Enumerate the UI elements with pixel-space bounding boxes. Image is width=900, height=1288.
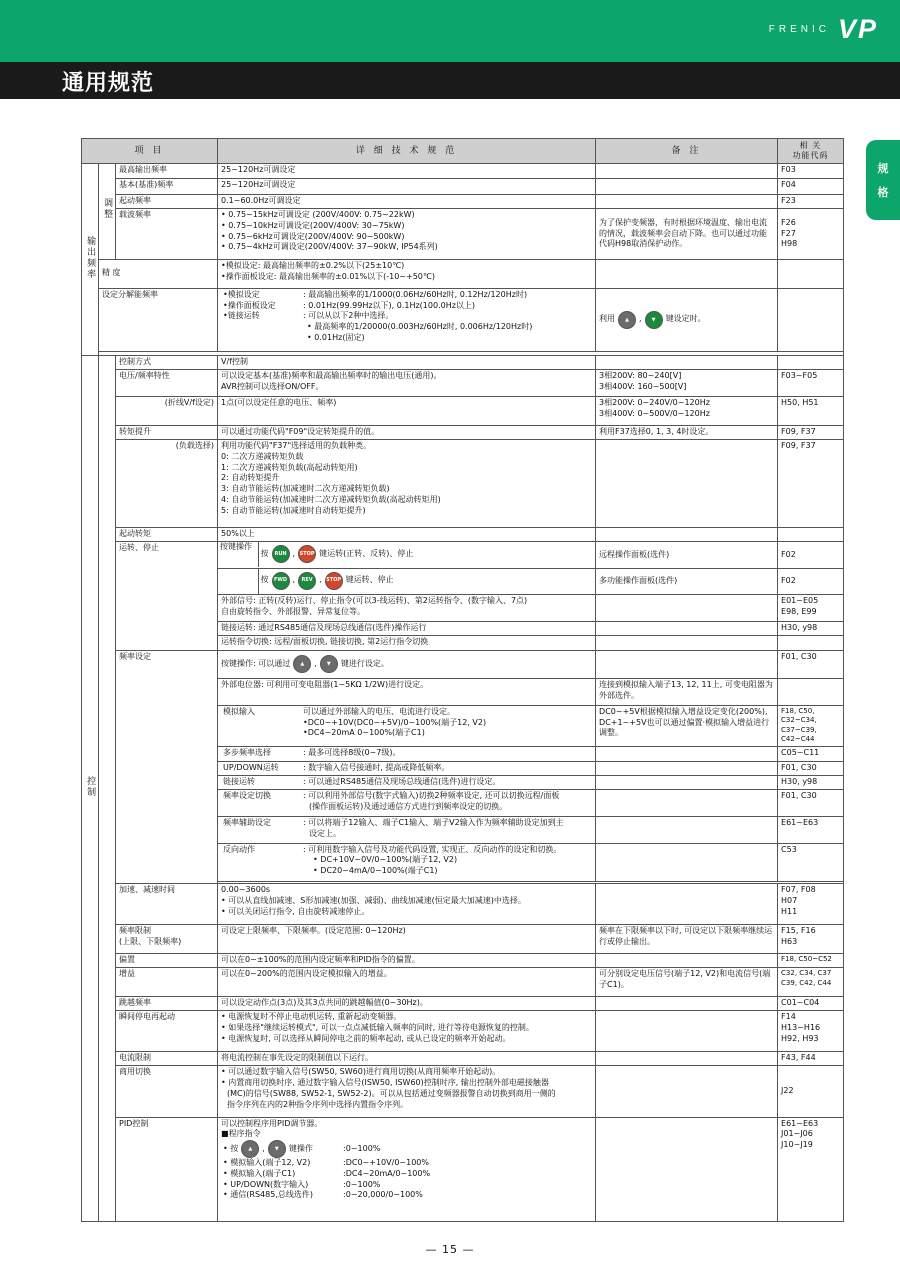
down-arrow-icon[interactable]: ▼ (645, 311, 663, 329)
row-spec: 利用功能代码"F37"选择适用的负载种类。 0: 二次方递减转矩负载 1: 二次方递减转矩负载(高起动转矩用) 2: 自动转矩提升 3: 自动节能运转(加减速时二次方递减转矩负载) 4: 自动节能运转(加减速时二次方递减转矩负载(高起动转矩用) 5: 自动节能运转(加减速时自动转矩提升) (218, 440, 596, 528)
row-spec: 模拟输入 可以通过外部输入的电压、电流进行设定。 •DC0~+10V(DC0~+5V)/0~100%(端子12, V2) •DC4~20mA 0~100%(端子C1) (218, 705, 596, 747)
row-note (596, 260, 778, 289)
row-spec: 将电流控制在事先设定的限制值以下运行。 (218, 1052, 596, 1066)
table-row (82, 527, 844, 541)
row-code: F26 F27 H98 (778, 208, 844, 259)
page-number: — 15 — (425, 1243, 475, 1256)
row-code: H30, y98 (778, 621, 844, 635)
row-note: 多功能操作面板(选件) (596, 568, 778, 595)
row-label: 控制方式 (116, 356, 218, 370)
row-code: F09, F37 (778, 425, 844, 439)
row-spec: • 可以通过数字输入信号(SW50, SW60)进行商用切换(从商用频率开始起动)。 • 内置商用切换时序, 通过数字输入信号(ISW50, ISW60)控制时序, 输出控制外部电磁接触器 (MC)的信号(SW88, SW52-1, SW52-2)。可以从包括通过变频器报警自动切换到商用一侧的 指令序列在内的2种指令序列中选择内置指令序列。 (218, 1066, 596, 1117)
brand-big-text: VP (837, 14, 878, 44)
row-code (778, 356, 844, 370)
side-tab-char-2: 格 (877, 186, 889, 199)
row-spec: 外部电位器: 可利用可变电阻器(1~5KΩ 1/2W)进行设定。 (218, 679, 596, 706)
table-row (82, 996, 844, 1010)
row-spec: 按键操作: 可以通过 ▲ , ▼ 键进行设定。 (218, 650, 596, 679)
table-row (82, 179, 844, 194)
table-header-row (82, 139, 844, 164)
row-note: 3相200V: 0~240V/0~120Hz 3相400V: 0~500V/0~120Hz (596, 397, 778, 426)
row-label: 瞬间停电再起动 (116, 1011, 218, 1052)
row-code: F03 (778, 164, 844, 179)
row-spec: 链接运转: 通过RS485通信及现场总线通信(选件)操作运行 (218, 621, 596, 635)
row-label: 载波频率 (116, 208, 218, 259)
table-row (82, 542, 844, 569)
row-code: F04 (778, 179, 844, 194)
table-row (82, 1052, 844, 1066)
row-note: 为了保护变频器，有时根据环境温度、输出电流的情况，载波频率会自动下降。也可以通过功能代码H98取消保护动作。 (596, 208, 778, 259)
row-note (596, 164, 778, 179)
group-control: 控制 (82, 356, 99, 1222)
row-note: 利用F37选择0, 1, 3, 4时设定。 (596, 425, 778, 439)
row-spec: 可以设定基本(基准)频率和最高输出频率时的输出电压(通用)。 AVR控制可以选择ON/OFF。 (218, 370, 596, 397)
row-code: F01, C30 (778, 790, 844, 817)
row-code: E61~E63 (778, 816, 844, 843)
row-code: E01~E05 E98, E99 (778, 595, 844, 622)
row-code: F02 (778, 542, 844, 569)
row-label: 精 度 (99, 260, 218, 289)
row-note (596, 776, 778, 790)
brand-small-text: FRENIC (768, 24, 830, 35)
row-note (596, 884, 778, 925)
table-row (82, 397, 844, 426)
table-row (82, 164, 844, 179)
row-note (596, 194, 778, 208)
row-note (596, 179, 778, 194)
up-arrow-icon[interactable]: ▲ (293, 655, 311, 673)
row-spec: 链接运转 : 可以通过RS485通信及现场总线通信(选件)进行设定。 (218, 776, 596, 790)
top-banner (0, 0, 900, 62)
row-label: 商用切换 (116, 1066, 218, 1117)
row-note (596, 636, 778, 650)
row-note (596, 1117, 778, 1222)
row-code: C32, C34, C37 C39, C42, C44 (778, 968, 844, 997)
row-code: F23 (778, 194, 844, 208)
side-tab[interactable] (866, 140, 900, 220)
row-code (778, 636, 844, 650)
row-note (596, 595, 778, 622)
row-note: 远程操作面板(选件) (596, 542, 778, 569)
row-note (596, 816, 778, 843)
table-row (82, 208, 844, 259)
row-label: 运转、停止 (116, 542, 218, 650)
stop-button-icon[interactable]: STOP (325, 572, 343, 590)
table-row (82, 1066, 844, 1117)
row-code: E61~E63 J01~J06 J10~J19 (778, 1117, 844, 1222)
row-note (596, 761, 778, 775)
row-note (596, 527, 778, 541)
row-code: F43, F44 (778, 1052, 844, 1066)
row-note (596, 440, 778, 528)
row-spec: 多步频率选择 : 最多可选择8级(0~7级)。 (218, 747, 596, 761)
row-code: H50, H51 (778, 397, 844, 426)
up-arrow-icon[interactable]: ▲ (618, 311, 636, 329)
row-note (596, 747, 778, 761)
row-label: 起动频率 (116, 194, 218, 208)
row-note (596, 650, 778, 679)
row-note (596, 1066, 778, 1117)
row-spec: • 电源恢复时不停止电动机运转, 重新起动变频器。 • 如果选择"继续运转模式", 可以一点点减低输入频率的同时, 进行等待电源恢复的控制。 • 电源恢复时, 可以选择从瞬间停电之前的频率起动, 或从已设定的频率开始起动。 (218, 1011, 596, 1052)
fwd-button-icon[interactable]: FWD (272, 572, 290, 590)
row-label: 偏置 (116, 953, 218, 967)
run-button-icon[interactable]: RUN (272, 545, 290, 563)
row-spec: 外部信号: 正转(反转)运行、停止指令(可以3-线运转)、第2运转指令、(数字输入、7点) 自由旋转指令、外部报警、异常复位等。 (218, 595, 596, 622)
row-code: F03~F05 (778, 370, 844, 397)
row-spec: 可以通过功能代码"F09"设定转矩提升的值。 (218, 425, 596, 439)
row-spec: 反向动作 : 可利用数字输入信号及功能代码设置, 实现正、反向动作的设定和切换。 • DC+10V~0V/0~100%(端子12, V2) • DC20~4mA/0~100%(端子C1) (218, 843, 596, 882)
row-spec: 运转指令切换: 远程/面板切换, 链接切换, 第2运行指令切换 (218, 636, 596, 650)
table-row (82, 953, 844, 967)
row-code: J22 (778, 1066, 844, 1117)
row-spec: 50%以上 (218, 527, 596, 541)
row-label: 加速、减速时间 (116, 884, 218, 925)
row-label: 转矩提升 (116, 425, 218, 439)
row-label: 跳越频率 (116, 996, 218, 1010)
row-note (596, 953, 778, 967)
row-note (596, 1011, 778, 1052)
header-spec: 详 细 技 术 规 范 (218, 139, 596, 164)
row-note (596, 621, 778, 635)
row-label: (折线V/f设定) (116, 397, 218, 426)
row-code: C05~C11 (778, 747, 844, 761)
row-spec: 按键操作 按 RUN , STOP 键运转(正转、反转)、停止 (218, 542, 596, 569)
row-code: F09, F37 (778, 440, 844, 528)
row-spec: •模拟设定 : 最高输出频率的1/1000(0.06Hz/60Hz时, 0.12Hz/120Hz时) •操作面板设定 : 0.01Hz(99.99Hz以下), 0.1Hz(100.0Hz以上) •链接运转 : 可以从以下2种中选择。 • 最高频率的1/20000(0.003Hz/60Hz时, 0.006Hz/120Hz时) • 0.01Hz(固定) (218, 288, 596, 351)
row-code: F15, F16 H63 (778, 925, 844, 954)
row-note: 3相200V: 80~240[V] 3相400V: 160~500[V] (596, 370, 778, 397)
row-spec: 可设定上限频率、下限频率。(设定范围: 0~120Hz) (218, 925, 596, 954)
row-code: F01, C30 (778, 650, 844, 679)
row-spec: 可以在0~200%的范围内设定模拟输入的增益。 (218, 968, 596, 997)
table-row (82, 884, 844, 925)
down-arrow-icon[interactable]: ▼ (268, 1140, 286, 1158)
row-note (596, 843, 778, 882)
row-note: 频率在下限频率以下时, 可设定以下限频率继续运行或停止输出。 (596, 925, 778, 954)
row-code: F18, C50~C52 (778, 953, 844, 967)
table-row (82, 1117, 844, 1222)
row-spec: UP/DOWN运转 : 数字输入信号接通时, 提高或降低频率。 (218, 761, 596, 775)
row-code: F02 (778, 568, 844, 595)
group-output: 输出频率 (82, 164, 99, 356)
row-spec: 频率辅助设定 : 可以将端子12输入、端子C1输入、端子V2输入作为频率辅助设定加到主 设定上。 (218, 816, 596, 843)
stop-button-icon[interactable]: STOP (298, 545, 316, 563)
table-row (82, 968, 844, 997)
header-item: 项 目 (82, 139, 218, 164)
down-arrow-icon[interactable]: ▼ (320, 655, 338, 673)
title-bar (0, 62, 900, 99)
row-code: C01~C04 (778, 996, 844, 1010)
row-spec: 可以控制程序用PID调节器。 ■程序指令 • 按 ▲ , ▼ 键操作 :0~100% • 模拟输入(端子12, V2) :DC0~+10V/0~100% • 模拟输入(端子C1) :DC4~20mA/0~100% • UP/DOWN(数字输入) :0~100% • 通信(RS485,总线选件) :0~20,000/0~100% (218, 1117, 596, 1222)
table-row (82, 370, 844, 397)
row-label: 电流限制 (116, 1052, 218, 1066)
row-spec: •模拟设定: 最高输出频率的±0.2%以下(25±10℃) •操作面板设定: 最高输出频率的±0.01%以下(-10~+50℃) (218, 260, 596, 289)
side-tab-char-1: 规 (877, 162, 889, 175)
row-note (596, 996, 778, 1010)
row-label: 设定分解能频率 (99, 288, 218, 351)
header-note: 备 注 (596, 139, 778, 164)
table-row (82, 1011, 844, 1052)
table-row (82, 425, 844, 439)
row-code: C53 (778, 843, 844, 882)
row-spec: 25~120Hz可调设定 (218, 179, 596, 194)
table-row (82, 194, 844, 208)
row-code: H30, y98 (778, 776, 844, 790)
row-code (778, 527, 844, 541)
rev-button-icon[interactable]: REV (298, 572, 316, 590)
row-code: F07, F08 H07 H11 (778, 884, 844, 925)
row-code: F18, C50, C32~C34, C37~C39, C42~C44 (778, 705, 844, 747)
up-arrow-icon[interactable]: ▲ (241, 1140, 259, 1158)
row-note: 利用 ▲ , ▼ 键设定时。 (596, 288, 778, 351)
row-spec: 频率设定切换 : 可以利用外部信号(数字式输入)切换2种频率设定, 还可以切换远程/面板 (操作面板运转)及通过通信方式进行到频率设定的切换。 (218, 790, 596, 817)
row-spec: V/f控制 (218, 356, 596, 370)
row-spec: 1点(可以设定任意的电压、频率) (218, 397, 596, 426)
table-row (82, 356, 844, 370)
row-note (596, 356, 778, 370)
row-code (778, 679, 844, 706)
row-label: PID控制 (116, 1117, 218, 1222)
row-label: 频率限制 (上限、下限频率) (116, 925, 218, 954)
row-spec: 0.1~60.0Hz可调设定 (218, 194, 596, 208)
row-code: F14 H13~H16 H92, H93 (778, 1011, 844, 1052)
table-row (82, 288, 844, 351)
row-note: DC0~+5V根据模拟输入增益设定变化(200%), DC+1~+5V也可以通过偏置·模拟输入增益进行调整。 (596, 705, 778, 747)
row-spec: 25~120Hz可调设定 (218, 164, 596, 179)
row-code (778, 288, 844, 351)
row-note: 可分别设定电压信号(端子12, V2)和电流信号(端子C1)。 (596, 968, 778, 997)
row-code: F01, C30 (778, 761, 844, 775)
row-label: 最高输出频率 (116, 164, 218, 179)
row-spec: 按 FWD , REV , STOP 键运转、停止 (218, 568, 596, 595)
spec-table (81, 138, 844, 1222)
row-label: 增益 (116, 968, 218, 997)
row-spec: • 0.75~15kHz可调设定 (200V/400V: 0.75~22kW) • 0.75~10kHz可调设定(200V/400V: 30~75kW) • 0.75~6kHz可调设定(200V/400V: 90~500kW) • 0.75~4kHz可调设定(200V/400V: 37~90kW, IP54系列) (218, 208, 596, 259)
table-row (82, 440, 844, 528)
row-note (596, 1052, 778, 1066)
table-row (82, 925, 844, 954)
row-code (778, 260, 844, 289)
row-label: 电压/频率特性 (116, 370, 218, 397)
row-note (596, 790, 778, 817)
row-label: 频率设定 (116, 650, 218, 884)
page-title: 通用规范 (62, 71, 155, 96)
table-row (82, 260, 844, 289)
row-note: 连接到模拟输入端子13, 12, 11上, 可变电阻器为外部选件。 (596, 679, 778, 706)
row-spec: 可以在0~±100%的范围内设定频率和PID指令的偏置。 (218, 953, 596, 967)
row-label: 基本(基准)频率 (116, 179, 218, 194)
row-spec: 0.00~3600s • 可以从直线加减速、S形加减速(加强、减弱)、曲线加减速(恒定最大加减速)中选择。 • 可以关闭运行指令, 自由旋转减速停止。 (218, 884, 596, 925)
header-code: 相 关 功能代码 (778, 139, 844, 164)
table-row (82, 650, 844, 679)
row-label: (负载选择) (116, 440, 218, 528)
brand-logo (769, 14, 878, 45)
row-label: 起动转矩 (116, 527, 218, 541)
row-spec: 可以设定动作点(3点)及其3点共同的跳越幅值(0~30Hz)。 (218, 996, 596, 1010)
group-adjust: 调整 (99, 164, 116, 260)
